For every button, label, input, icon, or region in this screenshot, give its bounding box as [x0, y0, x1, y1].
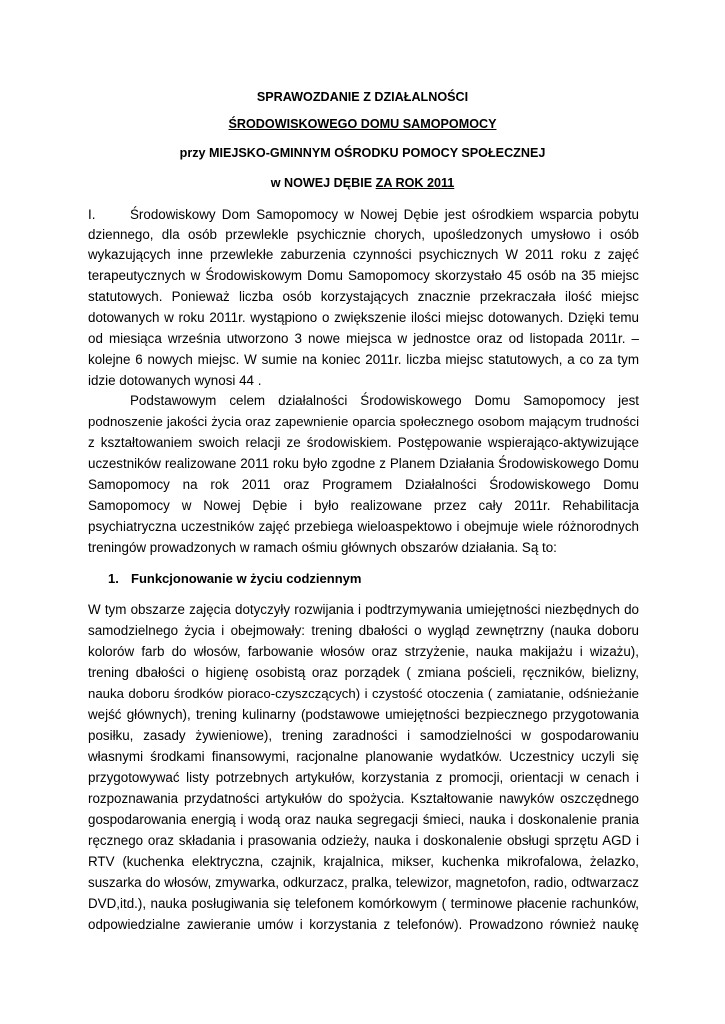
paragraph-line: od miesiąca września utworzono 3 nowe miejsca w jednostce oraz od listopada 2011r. – [88, 331, 639, 346]
paragraph-line: DVD,itd.), nauka posługiwania się telefonem komórkowym ( terminowe płacenie rachunków, [88, 896, 639, 911]
paragraph-line: wejść głównych), trening kulinarny (podstawowe umiejętności bezpiecznego przygotowania [88, 707, 639, 722]
paragraph-line: podnoszenie jakości życia oraz zapewnienie oparcia społecznego osobom mającym trudności [88, 414, 639, 429]
paragraph-line: trening dbałości o higienę osobistą oraz porządek ( zmiana pościeli, ręczników, bielizny, [88, 665, 639, 680]
paragraph-line: psychiatryczna uczestników zajęć przebiega wieloaspektowo i obejmuje wiele różnorodnych [88, 519, 639, 534]
paragraph-line: uczestników realizowane 2011 roku było zgodne z Planem Działania Środowiskowego Domu [88, 456, 639, 471]
paragraph-line: kolejne 6 nowych miejsc. W sumie na koniec 2011r. liczba miejsc statutowych, a co za tym [88, 352, 639, 367]
report-title-parent-institution: przy MIEJSKO-GMINNYM OŚRODKU POMOCY SPOŁECZNEJ [179, 146, 546, 160]
paragraph-line: kolorów farb do włosów, farbowanie włosów oraz strzyżenie, nauka makijażu i wizażu), [88, 644, 639, 659]
paragraph-line: dziennego, dla osób przewlekle psychicznie chorych, upośledzonych umysłowo i osób [88, 227, 639, 242]
report-title-institution: ŚRODOWISKOWEGO DOMU SAMOPOMOCY [228, 117, 497, 131]
paragraph-line: z kształtowaniem swoich relacji ze środowiskiem. Postępowanie wspierająco-aktywizujące [88, 435, 639, 450]
paragraph-line: Podstawowym celem działalności Środowiskowego Domu Samopomocy jest [130, 393, 639, 408]
paragraph-line: Środowiskowy Dom Samopomocy w Nowej Dębie jest ośrodkiem wsparcia pobytu [130, 207, 639, 222]
paragraph-line: treningów prowadzonych w ramach ośmiu głównych obszarów działania. Są to: [88, 540, 557, 555]
paragraph-line: wykazujących inne przewlekłe zaburzenia czynności psychicznych W 2011 roku z zajęć [88, 247, 639, 262]
section-heading-number: 1. [108, 571, 119, 586]
paragraph-line: Samopomocy na rok 2011 oraz Programem Działalności Środowiskowego Domu [88, 477, 639, 492]
paragraph-line: W tym obszarze zajęcia dotyczyły rozwijania i podtrzymywania umiejętności niezbędnych do [88, 602, 639, 617]
paragraph-line: gospodarowania energią i wodą oraz nauka segregacji śmieci, nauka i doskonalenie prania [88, 812, 639, 827]
report-title-year: ZA ROK 2011 [375, 176, 455, 190]
paragraph-line: RTV (kuchenka elektryczna, czajnik, krajalnica, mikser, kuchenka mikrofalowa, żelazko, [88, 854, 639, 869]
paragraph-line: nauka doboru środków pioraco-czyszczących) i czystość otoczenia ( zamiatanie, odśnieżanie [88, 686, 639, 701]
paragraph-line: idzie dotowanych wynosi 44 . [88, 373, 262, 388]
section-marker: I. [88, 207, 96, 222]
paragraph-line: samodzielnego życia i obejmowały: trening dbałości o wygląd zewnętrzny (nauka doboru [88, 623, 639, 638]
section-heading-text: Funkcjonowanie w życiu codziennym [131, 571, 362, 586]
paragraph-line: suszarka do włosów, zmywarka, odkurzacz, pralka, telewizor, magnetofon, radio, odtwarzacz [88, 875, 639, 890]
paragraph-line: terapeutycznych w Środowiskowym Domu Samopomocy skorzystało 45 osób na 35 miejsc [88, 268, 639, 283]
paragraph-line: przygotowywać listy potrzebnych artykułów, korzystania z promocji, orientacji w cenach i [88, 770, 639, 785]
report-title-location-year [0, 176, 725, 190]
report-title-location: w NOWEJ DĘBIE [270, 176, 376, 190]
paragraph-line: odpowiedzialne zawieranie umów i korzystania z telefonów). Prowadzono również naukę [88, 917, 639, 932]
paragraph-line: statutowych. Ponieważ liczba osób korzystających znacznie przekraczała ilość miejsc [88, 289, 639, 304]
paragraph-line: własnymi środkami finansowymi, racjonalne planowanie wydatków. Uczestnicy uczyli się [88, 749, 639, 764]
paragraph-line: rozpoznawania przydatności artykułów do spożycia. Kształtowanie nawyków oszczędnego [88, 791, 639, 806]
paragraph-line: Samopomocy w Nowej Dębie i było realizowane przez cały 2011r. Rehabilitacja [88, 498, 639, 513]
paragraph-line: ręcznego oraz składania i prasowania odzieży, nauka i doskonalenie obsługi sprzętu AGD i [88, 833, 639, 848]
section-heading [108, 570, 361, 587]
paragraph-line: dotowanych w roku 2011r. wystąpiono o zwiększenie ilości miejsc dotowanych. Dzięki temu [88, 310, 639, 325]
report-title: SPRAWOZDANIE Z DZIAŁALNOŚCI [256, 90, 469, 104]
paragraph-line: posiłku, zasady żywieniowe), trening zaradności i samodzielności w gospodarowaniu [88, 728, 639, 743]
